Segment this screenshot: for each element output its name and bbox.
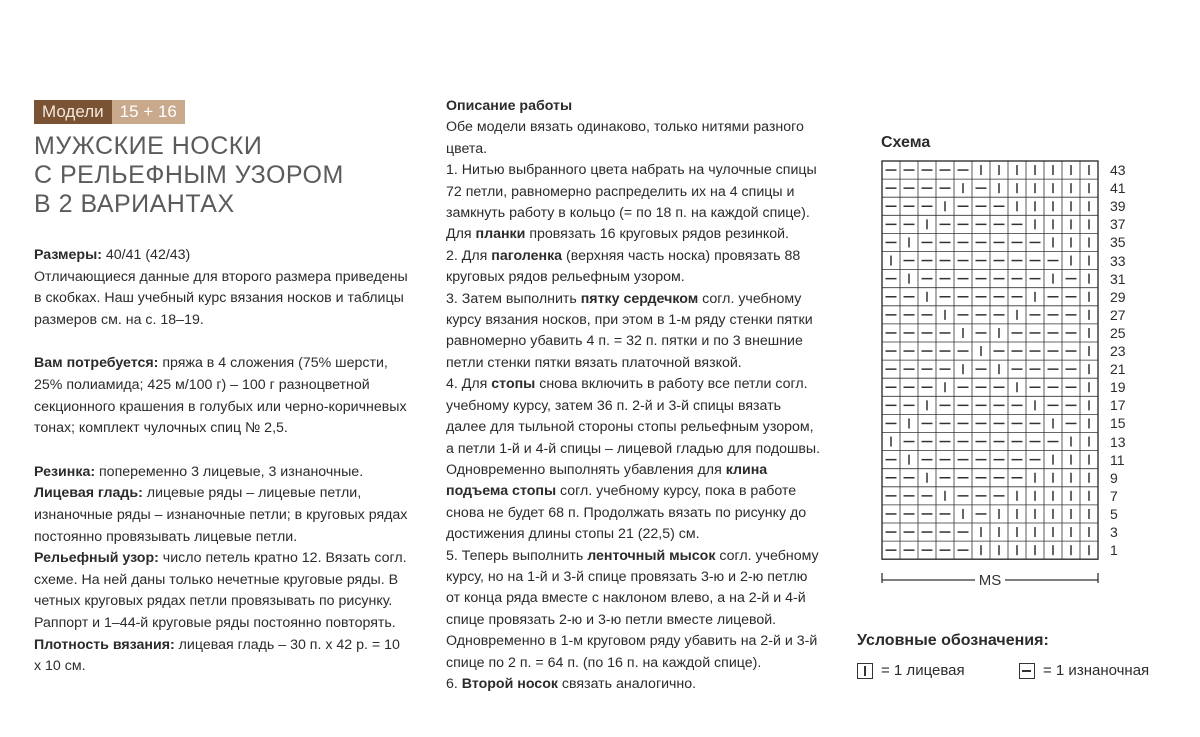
row-number: 21	[1110, 361, 1126, 378]
knitting-chart-svg	[881, 160, 1101, 564]
row-number: 29	[1110, 288, 1126, 305]
legend-purl	[1019, 662, 1149, 679]
left-column	[34, 100, 410, 678]
stockinette-label: Лицевая гладь:	[34, 485, 143, 502]
sizes-label: Размеры:	[34, 247, 102, 263]
title-line-1: МУЖСКИЕ НОСКИ	[34, 132, 263, 160]
left-body	[34, 245, 410, 678]
gauge-paragraph	[34, 635, 410, 678]
knit-symbol-icon	[857, 663, 873, 679]
relief-paragraph	[34, 548, 410, 634]
step-5: 5. Теперь выполнить ленточный мысок согл. учебному курсу, но на 1-й и 3-й спице провязать 3-ю и 2-ю петлю от конца ряда вместе с наклоном влево, а на 2-й и 4-й спице провязать 2-ю и 3-ю петли вместе лицевой. Одновременно в 1-м круговом ряду убавить на 2-й и 3-й спице по 2 п. = 64 п. (по 16 п. на каждой спице).	[446, 547, 819, 671]
relief-label: Рельефный узор:	[34, 550, 159, 567]
step-1: 1. Нитью выбранного цвета набрать на чулочные спицы 72 петли, равномерно распределить их на 4 спицы и замкнуть работу в кольцо (= по 18 п. на каждой спице). Для планки провязать 16 круговых рядов резинкой.	[446, 162, 817, 243]
stockinette-text: лицевые ряды – лицевые петли, изнаночные ряды – изнаночные петли; в круговых рядах постоянно провязывать лицевые петли.	[34, 485, 408, 545]
relief-text: число петель кратно 12. Вязать согл. схеме. На ней даны только нечетные круговые ряды. В четных круговых рядах петли провязывать по рисунку. Раппорт и 1–44-й круговые ряды постоянно повторять.	[34, 550, 407, 631]
rib-text: попеременно 3 лицевые, 3 изнаночные.	[95, 463, 364, 480]
row-number: 7	[1110, 487, 1118, 504]
row-number: 33	[1110, 252, 1126, 269]
instructions-column	[446, 96, 822, 695]
step-3: 3. Затем выполнить пятку сердечком согл. учебному курсу вязания носков, при этом в 1-м ряду стенки пятки равномерно убавить 4 п. = 32 п. пятки и по 3 внешние петли стенки пятки вязать платочной вязкой.	[446, 290, 813, 371]
gauge-text: лицевая гладь – 30 п. х 42 р. = 10 х 10 см.	[34, 636, 400, 675]
row-number: 39	[1110, 198, 1126, 215]
row-number: 35	[1110, 234, 1126, 251]
legend-knit-label: = 1 лицевая	[881, 662, 965, 679]
step-6: 6. Второй носок связать аналогично.	[446, 675, 697, 692]
title-line-2: С РЕЛЬЕФНЫМ УЗОРОМ	[34, 161, 344, 189]
model-tag-numbers: 15 + 16	[112, 100, 185, 124]
step-4: 4. Для стопы снова включить в работу все петли согл. учебному курсу, затем 36 п. 2-й и 3-й спицы вязать далее для тыльной стороны стопы рельефным узором, а петли 1-й и 4-й спицы – лицевой гладью для подошвы. Одновременно выполнять убавления для клина подъема стопы согл. учебному курсу, пока в работе снова не будет 68 п. Продолжать вязать по рисунку до достижения длины стопы 21 (22,5) см.	[446, 376, 821, 543]
materials-text: пряжа в 4 сложения (75% шерсти, 25% полиамида; 425 м/100 г) – 100 г разноцветной секционного крашения в голубых или черно-коричневых тонах; комплект чулочных спиц № 2,5.	[34, 355, 407, 437]
row-number: 19	[1110, 379, 1126, 396]
materials-paragraph	[34, 353, 410, 439]
row-number: 17	[1110, 397, 1126, 414]
row-number: 43	[1110, 162, 1126, 179]
materials-label: Вам потребуется:	[34, 355, 159, 372]
rib-paragraph	[34, 462, 410, 484]
sizes-note: Отличающиеся данные для второго размера приведены в скобках. Наш учебный курс вязания носков и таблицы размеров см. на с. 18–19.	[34, 268, 408, 328]
sizes-paragraph	[34, 245, 410, 267]
repeat-marker	[881, 573, 1099, 587]
row-number: 11	[1110, 451, 1125, 468]
row-number: 3	[1110, 524, 1118, 541]
row-number: 1	[1110, 542, 1118, 559]
model-tag	[34, 100, 185, 124]
gauge-label: Плотность вязания:	[34, 636, 175, 653]
row-number: 13	[1110, 433, 1126, 450]
legend-knit	[857, 662, 965, 679]
page-title	[34, 132, 410, 219]
legend-purl-label: = 1 изнаночная	[1043, 662, 1150, 679]
row-number: 23	[1110, 343, 1126, 360]
row-number: 5	[1110, 505, 1118, 522]
instructions-intro: Обе модели вязать одинаково, только нитями разного цвета.	[446, 119, 804, 157]
instructions-heading: Описание работы	[446, 98, 573, 114]
row-number: 31	[1110, 270, 1126, 287]
stockinette-paragraph	[34, 483, 410, 548]
row-number: 9	[1110, 469, 1118, 486]
row-number: 41	[1110, 180, 1126, 197]
row-number: 37	[1110, 216, 1126, 233]
scheme-title: Схема	[881, 134, 931, 151]
row-number: 15	[1110, 415, 1126, 432]
rib-label: Резинка:	[34, 463, 96, 480]
step-2: 2. Для паголенка (верхняя часть носка) провязать 88 круговых рядов рельефным узором.	[446, 247, 801, 286]
sizes-text: 40/41 (42/43)	[101, 247, 191, 263]
title-line-3: В 2 ВАРИАНТАХ	[34, 190, 235, 218]
knitting-chart	[881, 160, 1101, 564]
row-number: 27	[1110, 306, 1126, 323]
row-number: 25	[1110, 324, 1126, 341]
legend-title: Условные обозначения:	[857, 632, 1049, 649]
model-tag-label: Модели	[34, 100, 112, 124]
repeat-label: MS	[978, 573, 1002, 587]
purl-symbol-icon	[1019, 663, 1035, 679]
